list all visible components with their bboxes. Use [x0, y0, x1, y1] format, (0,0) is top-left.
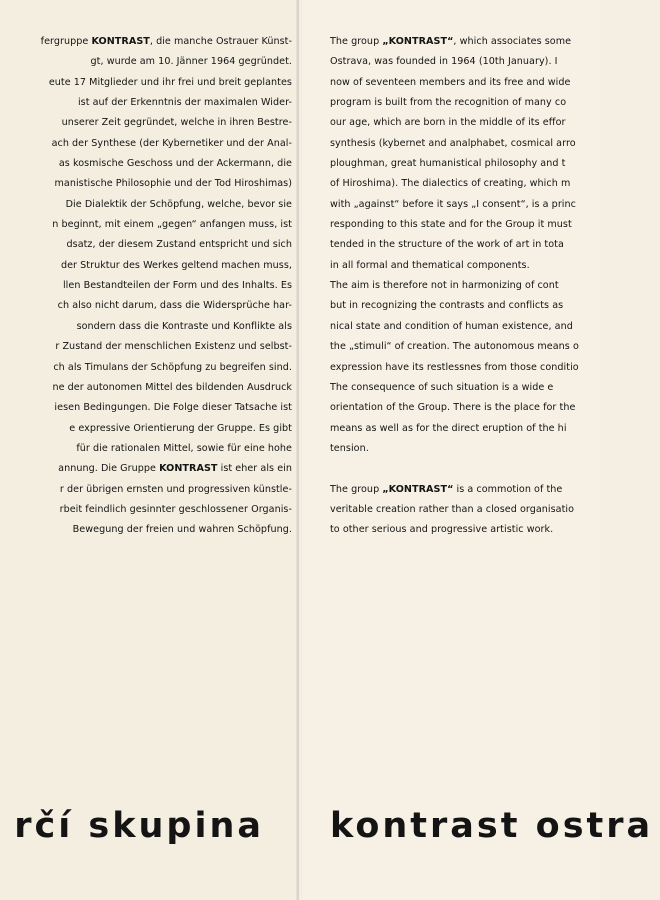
- text-line: The group „KONTRAST“, which associates some: [330, 36, 572, 47]
- text-line: manistische Philosophie und der Tod Hiroshimas): [54, 178, 292, 190]
- text-line: our age, which are born in the middle of its effor: [330, 117, 566, 129]
- text-line: ist auf der Erkenntnis der maximalen Wider-: [77, 97, 292, 109]
- text-line: Ostrava, was founded in 1964 (10th January). I: [330, 56, 558, 68]
- text-line: to other serious and progressive artistic work.: [330, 524, 554, 536]
- text-line: synthesis (kybernet and analphabet, cosmical arro: [330, 137, 576, 149]
- text-line: of Hiroshima). The dialectics of creating, which m: [330, 178, 571, 190]
- text-line: ach der Synthese (der Kybernetiker und der Anal-: [51, 137, 292, 149]
- text-line: rbeit feindlich gesinnter geschlossener Organis-: [59, 503, 292, 515]
- text-line: ne der autonomen Mittel des bildenden Ausdruck: [52, 381, 292, 393]
- page-fold: [296, 0, 302, 900]
- text-line: as kosmische Geschoss und der Ackermann, die: [58, 158, 292, 170]
- paragraph-gap: [330, 459, 660, 479]
- text-line: ch als Timulans der Schöpfung zu begreifen sind.: [53, 361, 292, 373]
- text-line: Die Dialektik der Schöpfung, welche, bevor sie: [65, 198, 292, 210]
- text-line: n beginnt, mit einem „gegen“ anfangen muss, ist: [52, 219, 292, 231]
- right-page: [300, 0, 654, 900]
- text-line: means as well as for the direct eruption of the hi: [330, 422, 567, 434]
- text-line: fergruppe KONTRAST, die manche Ostrauer Künst-: [40, 36, 292, 47]
- text-line: The consequence of such situation is a wide e: [330, 381, 554, 393]
- text-line: ch also nicht darum, dass die Widersprüche har-: [57, 300, 292, 312]
- text-line: responding to this state and for the Group it must: [330, 219, 572, 231]
- text-line: r Zustand der menschlichen Existenz und selbst-: [55, 341, 292, 353]
- text-line: llen Bestandteilen der Form und des Inhalts. Es: [62, 280, 292, 292]
- text-line: orientation of the Group. There is the place for the: [330, 402, 576, 414]
- text-line: der Struktur des Werkes geltend machen muss,: [60, 259, 292, 271]
- text-line: now of seventeen members and its free and wide: [330, 76, 571, 88]
- text-line: Bewegung der freien und wahren Schöpfung.: [72, 524, 292, 536]
- text-line: gt, wurde am 10. Jänner 1964 gegründet.: [90, 56, 292, 68]
- text-line: dsatz, der diesem Zustand entspricht und sich: [66, 239, 292, 251]
- text-line: veritable creation rather than a closed organisatio: [330, 503, 575, 515]
- text-line: with „against“ before it says „I consent“, is a princ: [330, 198, 576, 210]
- text-line: expression have its restlessnes from those conditio: [330, 361, 579, 373]
- left-page-text: [0, 32, 292, 541]
- text-line: in all formal and thematical components.: [330, 259, 530, 271]
- text-line: The aim is therefore not in harmonizing of cont: [330, 280, 559, 292]
- text-line: tension.: [330, 442, 369, 454]
- text-line: eute 17 Mitglieder und ihr frei und breit geplantes: [48, 76, 292, 88]
- text-line: annung. Die Gruppe KONTRAST ist eher als ein: [58, 463, 292, 475]
- group-name: KONTRAST: [159, 463, 218, 475]
- text-line: The group „KONTRAST“ is a commotion of the: [330, 483, 563, 495]
- left-page-title: rčí skupina: [14, 806, 264, 846]
- text-line: the „stimuli“ of creation. The autonomous means o: [330, 341, 579, 353]
- group-name: KONTRAST: [91, 36, 150, 47]
- text-line: tended in the structure of the work of art in tota: [330, 239, 564, 251]
- group-name: „KONTRAST“: [382, 483, 454, 495]
- text-line: program is built from the recognition of many co: [330, 97, 567, 109]
- group-name: „KONTRAST“: [382, 36, 454, 47]
- text-line: nical state and condition of human existence, and: [330, 320, 573, 332]
- left-page: [0, 0, 300, 900]
- right-page-text: [330, 32, 660, 541]
- text-line: sondern dass die Kontraste und Konflikte als: [76, 320, 292, 332]
- text-line: unserer Zeit gegründet, welche in ihren Bestre-: [61, 117, 292, 129]
- text-line: für die rationalen Mittel, sowie für eine hohe: [76, 442, 292, 454]
- right-page-title: kontrast ostra: [330, 806, 654, 846]
- text-line: e expressive Orientierung der Gruppe. Es gibt: [69, 422, 292, 434]
- text-line: but in recognizing the contrasts and conflicts as: [330, 300, 564, 312]
- text-line: ploughman, great humanistical philosophy and t: [330, 158, 566, 170]
- text-line: r der übrigen ernsten und progressiven künstle-: [59, 483, 292, 495]
- text-line: iesen Bedingungen. Die Folge dieser Tatsache ist: [54, 402, 292, 414]
